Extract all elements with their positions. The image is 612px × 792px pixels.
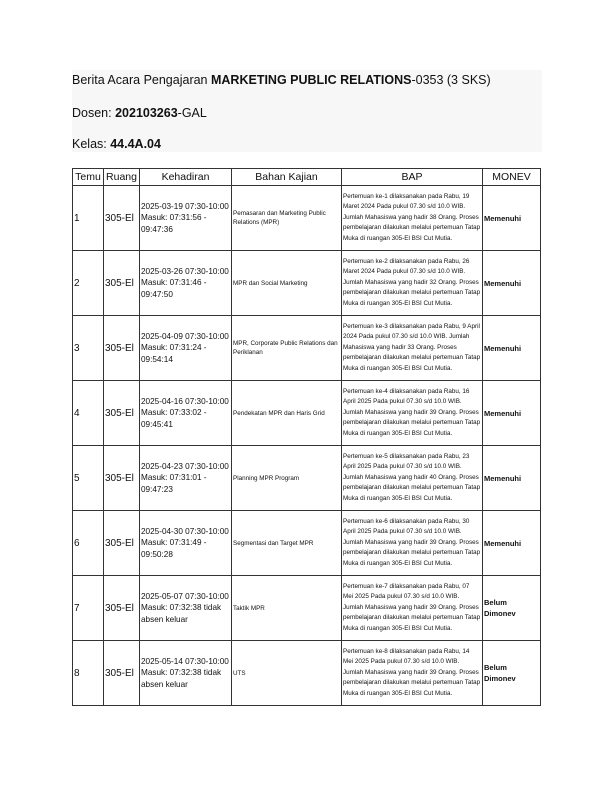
monev-cell: Memenuhi xyxy=(483,186,541,251)
bap-cell: Pertemuan ke-8 dilaksanakan pada Rabu, 14 Mei 2025 Pada pukul 07.30 s/d 10.0 WIB. Jumlah Mahasiswa yang hadir 39 Orang. Proses pembelajaran dilakukan melalui pertemuan Tatap Muka di ruangan 305-El BSI Cut Mutia. xyxy=(342,641,483,706)
meeting-number: 1 xyxy=(73,186,104,251)
room-cell: 305-El xyxy=(104,511,140,576)
table-header-row xyxy=(73,169,541,186)
table-row xyxy=(73,316,541,381)
table-row xyxy=(73,511,541,576)
topic-cell: Pemasaran dan Marketing Public Relations (MPR) xyxy=(232,186,342,251)
lecturer-line xyxy=(72,106,207,120)
column-header-bahan-kajian: Bahan Kajian xyxy=(232,169,342,186)
table-row xyxy=(73,381,541,446)
title-prefix: Berita Acara Pengajaran xyxy=(72,73,211,87)
monev-cell: Belum Dimonev xyxy=(483,576,541,641)
topic-cell: MPR, Corporate Public Relations dan Periklanan xyxy=(232,316,342,381)
meeting-number: 2 xyxy=(73,251,104,316)
room-cell: 305-El xyxy=(104,381,140,446)
bap-cell: Pertemuan ke-6 dilaksanakan pada Rabu, 30 April 2025 Pada pukul 07.30 s/d 10.0 WIB. Jumlah Mahasiswa yang hadir 39 Orang. Proses pembelajaran dilakukan melalui pertemuan Tatap Muka di ruangan 305-El BSI Cut Mutia. xyxy=(342,511,483,576)
course-suffix: -0353 (3 SKS) xyxy=(411,73,491,87)
topic-cell: Segmentasi dan Target MPR xyxy=(232,511,342,576)
bap-cell: Pertemuan ke-3 dilaksanakan pada Rabu, 9 April 2024 Pada pukul 07.30 s/d 10.0 WIB. Jumlah Mahasiswa yang hadir 33 Orang. Proses pembelajaran dilakukan melalui pertemuan Tatap Muka di ruangan 305-El BSI Cut Mutia. xyxy=(342,316,483,381)
attendance-table xyxy=(72,168,541,706)
document-title xyxy=(72,73,491,87)
column-header-temu: Temu xyxy=(73,169,104,186)
meeting-number: 8 xyxy=(73,641,104,706)
table-row xyxy=(73,446,541,511)
lecturer-id: 202103263 xyxy=(115,106,178,120)
attendance-cell: 2025-04-09 07:30-10:00 Masuk: 07:31:24 - 09:54:14 xyxy=(140,316,232,381)
lecturer-label: Dosen: xyxy=(72,106,116,120)
room-cell: 305-El xyxy=(104,186,140,251)
room-cell: 305-El xyxy=(104,641,140,706)
room-cell: 305-El xyxy=(104,446,140,511)
class-label: Kelas: xyxy=(72,137,111,151)
meeting-number: 4 xyxy=(73,381,104,446)
monev-cell: Memenuhi xyxy=(483,316,541,381)
table-row xyxy=(73,641,541,706)
attendance-cell: 2025-05-07 07:30-10:00 Masuk: 07:32:38 tidak absen keluar xyxy=(140,576,232,641)
topic-cell: Planning MPR Program xyxy=(232,446,342,511)
table-row xyxy=(73,251,541,316)
meeting-number: 7 xyxy=(73,576,104,641)
attendance-cell: 2025-04-23 07:30-10:00 Masuk: 07:31:01 - 09:47:23 xyxy=(140,446,232,511)
room-cell: 305-El xyxy=(104,576,140,641)
room-cell: 305-El xyxy=(104,251,140,316)
topic-cell: Taktik MPR xyxy=(232,576,342,641)
attendance-cell: 2025-05-14 07:30-10:00 Masuk: 07:32:38 tidak absen keluar xyxy=(140,641,232,706)
topic-cell: MPR dan Social Marketing xyxy=(232,251,342,316)
column-header-monev: MONEV xyxy=(483,169,541,186)
course-name: MARKETING PUBLIC RELATIONS xyxy=(210,73,412,87)
bap-cell: Pertemuan ke-7 dilaksanakan pada Rabu, 07 Mei 2025 Pada pukul 07.30 s/d 10.0 WIB. Jumlah Mahasiswa yang hadir 39 Orang. Proses pembelajaran dilakukan melalui pertemuan Tatap Muka di ruangan 305-El BSI Cut Mutia. xyxy=(342,576,483,641)
attendance-cell: 2025-03-26 07:30-10:00 Masuk: 07:31:46 - 09:47:50 xyxy=(140,251,232,316)
meeting-number: 6 xyxy=(73,511,104,576)
bap-cell: Pertemuan ke-1 dilaksanakan pada Rabu, 19 Maret 2024 Pada pukul 07.30 s/d 10.0 WIB. Jumlah Mahasiswa yang hadir 38 Orang. Proses pembelajaran dilakukan melalui pertemuan Tatap Muka di ruangan 305-El BSI Cut Mutia. xyxy=(342,186,483,251)
topic-cell: UTS xyxy=(232,641,342,706)
lecturer-suffix: -GAL xyxy=(177,106,207,120)
class-line xyxy=(72,137,161,151)
column-header-ruang: Ruang xyxy=(104,169,140,186)
monev-cell: Memenuhi xyxy=(483,511,541,576)
monev-cell: Memenuhi xyxy=(483,446,541,511)
table-row xyxy=(73,576,541,641)
monev-cell: Belum Dimonev xyxy=(483,641,541,706)
attendance-cell: 2025-04-30 07:30-10:00 Masuk: 07:31:49 - 09:50:28 xyxy=(140,511,232,576)
meeting-number: 3 xyxy=(73,316,104,381)
room-cell: 305-El xyxy=(104,316,140,381)
attendance-cell: 2025-04-16 07:30-10:00 Masuk: 07:33:02 - 09:45:41 xyxy=(140,381,232,446)
table-row xyxy=(73,186,541,251)
class-code: 44.4A.04 xyxy=(110,137,161,151)
monev-cell: Memenuhi xyxy=(483,381,541,446)
bap-cell: Pertemuan ke-4 dilaksanakan pada Rabu, 16 April 2025 Pada pukul 07.30 s/d 10.0 WIB. Jumlah Mahasiswa yang hadir 39 Orang. Proses pembelajaran dilakukan melalui pertemuan Tatap Muka di ruangan 305-El BSI Cut Mutia. xyxy=(342,381,483,446)
bap-cell: Pertemuan ke-2 dilaksanakan pada Rabu, 26 Maret 2024 Pada pukul 07.30 s/d 10.0 WIB. Jumlah Mahasiswa yang hadir 32 Orang. Proses pembelajaran dilakukan melalui pertemuan Tatap Muka di ruangan 305-El BSI Cut Mutia. xyxy=(342,251,483,316)
bap-cell: Pertemuan ke-5 dilaksanakan pada Rabu, 23 April 2025 Pada pukul 07.30 s/d 10.0 WIB. Jumlah Mahasiswa yang hadir 40 Orang. Proses pembelajaran dilakukan melalui pertemuan Tatap Muka di ruangan 305-El BSI Cut Mutia. xyxy=(342,446,483,511)
attendance-cell: 2025-03-19 07:30-10:00 Masuk: 07:31:56 - 09:47:36 xyxy=(140,186,232,251)
monev-cell: Memenuhi xyxy=(483,251,541,316)
topic-cell: Pendekatan MPR dan Haris Grid xyxy=(232,381,342,446)
column-header-bap: BAP xyxy=(342,169,483,186)
column-header-kehadiran: Kehadiran xyxy=(140,169,232,186)
meeting-number: 5 xyxy=(73,446,104,511)
